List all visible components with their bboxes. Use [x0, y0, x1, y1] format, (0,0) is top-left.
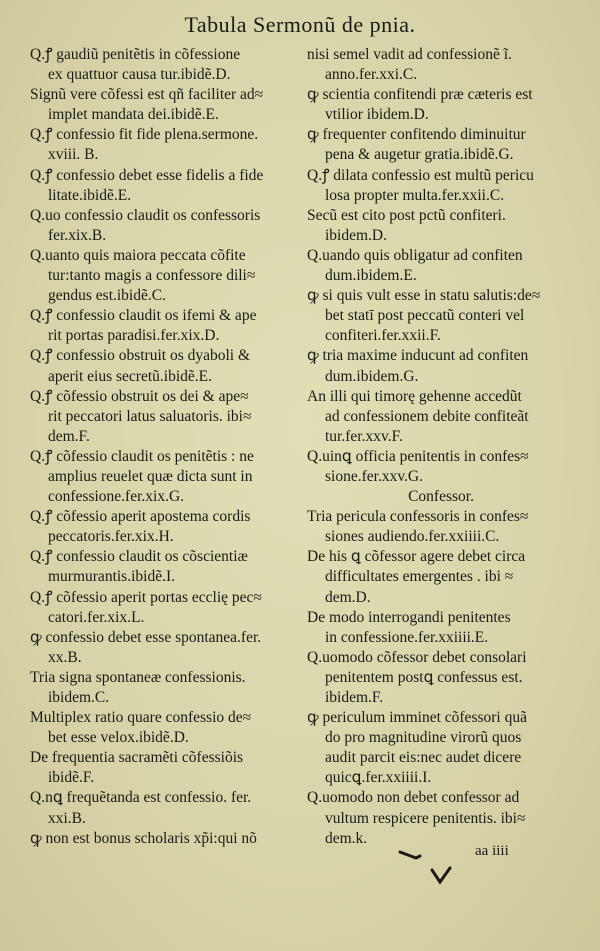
signature-mark: aa iiii — [475, 843, 509, 859]
entry-line: Tria pericula confessoris in confes≈ — [307, 508, 529, 526]
entry-line: Q.uanto quis maiora peccata cõfite — [30, 246, 246, 264]
index-entry — [30, 588, 292, 628]
entry-line: ꝙ tria maxime inducunt ad confiten — [307, 347, 529, 365]
entry-line: Q.ꝭ cõfessio claudit os penitẽtis : ne — [30, 447, 254, 465]
left-column — [30, 45, 292, 849]
entry-line: Secũ est cito post pctũ confiteri. — [307, 206, 506, 224]
entry-line: Q.uando quis obligatur ad confiten — [307, 246, 523, 264]
entry-line: murmurantis.ibidẽ.I. — [48, 568, 175, 586]
entry-line: dum.ibidem.G. — [325, 367, 419, 385]
entry-line: dem.F. — [48, 427, 90, 445]
entry-line: An illi qui timorę gehenne accedũt — [307, 387, 522, 405]
index-entry — [30, 45, 292, 85]
entry-line: fer.xix.B. — [48, 226, 107, 244]
entry-line: Q.ꝭ confessio claudit os cõscientiæ — [30, 548, 248, 566]
entry-line: De frequentia sacramẽti cõfessiõis — [30, 749, 244, 767]
index-entry — [30, 447, 292, 507]
entry-line: anno.fer.xxi.C. — [325, 66, 418, 84]
entry-line: bet statī post peccatũ conteri vel — [325, 307, 525, 325]
ink-flourish-icon — [398, 846, 460, 886]
entry-line: Q.nꝗ frequẽtanda est confessio. fer. — [30, 789, 252, 807]
entry-line: xx.B. — [48, 648, 82, 666]
entry-line: ibidẽ.F. — [48, 769, 95, 787]
index-entry — [30, 708, 292, 748]
entry-line: ibidem.F. — [325, 689, 384, 706]
entry-line: difficultates emergentes . ibi ≈ — [325, 568, 514, 586]
entry-line: Q.uomodo non debet confessor ad — [307, 789, 520, 807]
entry-line: tur.fer.xxv.F. — [325, 427, 403, 445]
entry-line: do pro magnitudine virorũ quos — [325, 729, 522, 747]
index-entry — [307, 125, 575, 165]
index-entry — [30, 387, 292, 447]
entry-line: nisi semel vadit ad confessionẽ ĩ. — [307, 46, 512, 63]
index-entry — [30, 788, 292, 828]
index-entry — [30, 829, 292, 849]
entry-line: Multiplex ratio quare confessio de≈ — [30, 709, 252, 727]
entry-line: Q.ꝭ cõfessio obstruit os dei & ape≈ — [30, 387, 249, 405]
entry-line: Q.ꝭ cõfessio aperit portas ecclię pec≈ — [30, 588, 262, 606]
index-entry — [30, 507, 292, 547]
index-entry — [307, 547, 575, 607]
entry-line: Q.ꝭ confessio fit fide plena.sermone. — [30, 126, 259, 144]
entry-line: ꝙ confessio debet esse spontanea.fer. — [30, 628, 262, 646]
index-entry — [307, 387, 575, 447]
entry-line: rit portas paradisi.fer.xix.D. — [48, 327, 220, 345]
entry-line: dem.k. — [325, 829, 368, 847]
index-entry — [307, 507, 575, 547]
entry-line: vultum respicere penitentis. ibi≈ — [325, 809, 526, 827]
index-entry — [30, 125, 292, 165]
index-entry — [30, 206, 292, 246]
entry-line: ibidem.C. — [48, 689, 110, 706]
index-entry — [307, 206, 575, 246]
entry-line: Signũ vere cõfessi est qñ faciliter ad≈ — [30, 86, 264, 104]
index-entry — [307, 246, 575, 286]
index-entry — [30, 306, 292, 346]
index-entry — [307, 447, 575, 487]
section-heading: Confessor. — [408, 488, 474, 506]
entry-line: Q.ꝭ cõfessio aperit apostema cordis — [30, 508, 251, 526]
entry-line: peccatoris.fer.xix.H. — [48, 528, 174, 546]
entry-line: siones audiendo.fer.xxiiii.C. — [325, 528, 500, 546]
entry-line: litate.ibidẽ.E. — [48, 186, 132, 204]
entry-line: dum.ibidem.E. — [325, 267, 417, 285]
entry-line: ꝙ frequenter confitendo diminuitur — [307, 126, 526, 144]
entry-line: implet mandata dei.ibidẽ.E. — [48, 106, 219, 124]
entry-line: penitentem postꝗ confessus est. — [325, 668, 523, 686]
index-entry — [307, 45, 575, 85]
index-entry — [30, 166, 292, 206]
index-entry — [30, 346, 292, 386]
entry-line: Q.ꝭ confessio debet esse fidelis a fide — [30, 166, 264, 184]
entry-line: ꝙ periculum imminet cõfessori quã — [307, 709, 527, 727]
entry-line: Q.uo confessio claudit os confessoris — [30, 206, 261, 224]
entry-line: ex quattuor causa tur.ibidẽ.D. — [48, 66, 231, 84]
entry-line: Q.uinꝗ officia penitentis in confes≈ — [307, 447, 529, 465]
entry-line: losa propter multa.fer.xxii.C. — [325, 186, 505, 204]
entry-line: dem.D. — [325, 588, 371, 606]
index-entry — [30, 547, 292, 587]
index-entry — [307, 608, 575, 648]
entry-line: Q.ꝭ confessio claudit os ifemi & ape — [30, 307, 257, 325]
index-entry — [30, 628, 292, 668]
index-entry — [30, 246, 292, 306]
entry-line: Q.ꝭ dilata confessio est multũ pericu — [307, 166, 534, 184]
entry-line: vtilior ibidem.D. — [325, 106, 429, 124]
entry-line: quicꝗ.fer.xxiiii.I. — [325, 769, 432, 787]
index-entry — [307, 346, 575, 386]
page-title: Tabula Sermonũ de pnia. — [184, 12, 416, 37]
entry-line: rit peccatori latus saluatoris. ibi≈ — [48, 407, 252, 425]
index-entry — [307, 85, 575, 125]
index-entry — [307, 286, 575, 346]
index-entry — [307, 166, 575, 206]
entry-line: audit parcit eis:nec audet dicere — [325, 749, 522, 767]
index-entry — [30, 85, 292, 125]
entry-line: xxi.B. — [48, 809, 86, 827]
entry-line: ad confessionem debite confiteãt — [325, 407, 529, 425]
index-entry — [307, 708, 575, 788]
entry-line: ibidem.D. — [325, 226, 387, 244]
entry-line: confiteri.fer.xxii.F. — [325, 327, 441, 345]
entry-line: catori.fer.xix.L. — [48, 608, 145, 626]
entry-line: ꝙ si quis vult esse in statu salutis:de≈ — [307, 287, 541, 305]
entry-line: Tria signa spontaneæ confessionis. — [30, 668, 246, 686]
entry-line: ꝙ non est bonus scholaris xp̃i:qui nõ — [30, 829, 257, 847]
entry-line: confessione.fer.xix.G. — [48, 488, 185, 506]
index-entry — [307, 788, 575, 848]
entry-line: De his ꝗ cõfessor agere debet circa — [307, 548, 526, 566]
index-entry — [30, 668, 292, 708]
right-column — [307, 45, 575, 849]
entry-line: pena & augetur gratia.ibidẽ.G. — [325, 146, 514, 164]
entry-line: gendus est.ibidẽ.C. — [48, 287, 166, 305]
entry-line: in confessione.fer.xxiiii.E. — [325, 628, 489, 646]
entry-line: amplius reuelet quæ dicta sunt in — [48, 467, 253, 485]
index-entry — [30, 748, 292, 788]
index-entry — [307, 648, 575, 708]
entry-line: De modo interrogandi penitentes — [307, 608, 511, 626]
entry-line: sione.fer.xxv.G. — [325, 467, 424, 485]
entry-line: bet esse velox.ibidẽ.D. — [48, 729, 189, 747]
entry-line: tur:tanto magis a confessore dili≈ — [48, 267, 256, 285]
entry-line: aperit eius secretũ.ibidẽ.E. — [48, 367, 212, 385]
entry-line: xviii. B. — [48, 146, 99, 164]
entry-line: Q.ꝭ gaudiũ penitẽtis in cõfessione — [30, 46, 241, 63]
entry-line: Q.uomodo cõfessor debet consolari — [307, 648, 527, 666]
entry-line: Q.ꝭ confessio obstruit os dyaboli & — [30, 347, 251, 365]
entry-line: ꝙ scientia confitendi præ cæteris est — [307, 86, 533, 104]
